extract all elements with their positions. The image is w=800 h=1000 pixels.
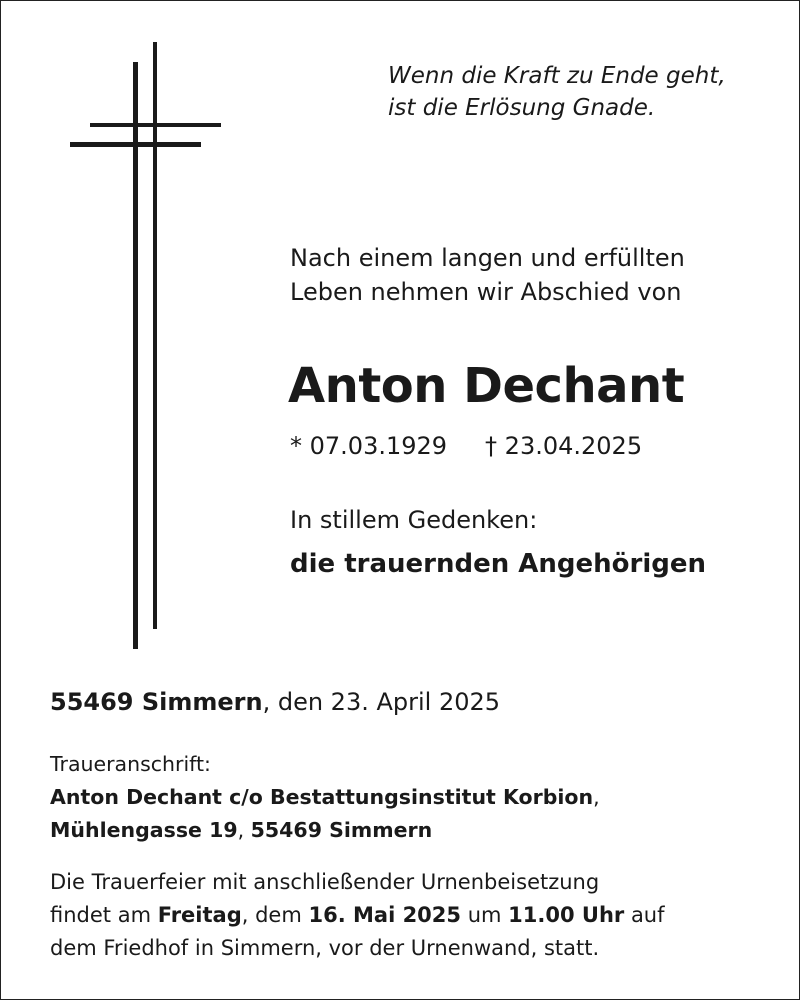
place-date (50, 685, 770, 719)
birth-date: * 07.03.1929 (290, 432, 448, 460)
place: 55469 Simmern (50, 688, 263, 716)
motto-line: ist die Erlösung Gnade. (388, 95, 656, 121)
date-text: , den 23. April 2025 (262, 688, 501, 716)
address-street: Mühlengasse 19 (50, 818, 238, 842)
memory-intro: In stillem Gedenken: (290, 506, 538, 534)
ceremony-line: Die Trauerfeier mit anschließender Urnenbeisetzung (50, 870, 600, 894)
address-line: Mühlengasse 19, 55469 Simmern (50, 818, 433, 842)
mourning-address (50, 748, 770, 847)
ceremony-info (50, 866, 770, 965)
address-city: 55469 Simmern (250, 818, 433, 842)
intro-line: Nach einem langen und erfüllten (290, 244, 685, 272)
address-line: Anton Dechant c/o Bestattungsinstitut Korbion, (50, 785, 600, 809)
deceased-name: Anton Dechant (288, 358, 685, 414)
address-recipient: Anton Dechant c/o Bestattungsinstitut Korbion (50, 785, 594, 809)
life-dates (290, 430, 770, 462)
ceremony-date: 16. Mai 2025 (308, 903, 462, 927)
motto (388, 60, 768, 124)
address-label: Traueranschrift: (50, 752, 211, 776)
motto-line: Wenn die Kraft zu Ende geht, (388, 63, 726, 89)
cross-vertical-bar (153, 42, 157, 629)
intro-text (290, 241, 770, 309)
ceremony-line: findet am Freitag, dem 16. Mai 2025 um 11.00 Uhr auf (50, 903, 665, 927)
cross-vertical-bar (133, 62, 138, 649)
mourners-signature: die trauernden Angehörigen (290, 549, 707, 579)
ceremony-line: dem Friedhof in Simmern, vor der Urnenwand, statt. (50, 936, 600, 960)
cross-horizontal-bar (90, 123, 221, 127)
ceremony-day: Freitag (157, 903, 242, 927)
ceremony-time: 11.00 Uhr (508, 903, 625, 927)
intro-line: Leben nehmen wir Abschied von (290, 278, 682, 306)
cross-horizontal-bar (70, 142, 201, 147)
death-date: † 23.04.2025 (485, 432, 643, 460)
